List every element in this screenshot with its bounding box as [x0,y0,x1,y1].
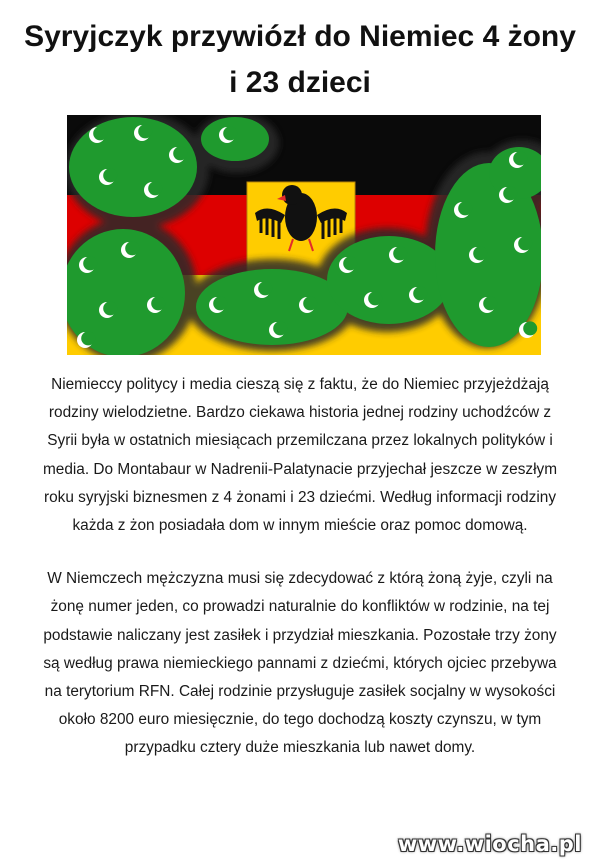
site-watermark: www.wiocha.pl [397,832,582,856]
headline-line-2: i 23 dzieci [229,66,371,99]
article-paragraph-1: Niemieccy politycy i media cieszą się z faktu, że do Niemiec przyjeżdżają rodziny wielodzietne. Bardzo ciekawa historia jednej rodziny uchodźców z Syrii była w ostatnich miesiącach przemilczana przez lokalnych polityków i media. Do Montabaur w Nadrenii-Palatynacie przyjechał jeszcze w zeszłym roku syryjski biznesmen z 4 żonami i 23 dziećmi. Według informacji rodziny każda z żon posiadała dom w innym mieście oraz pomoc domową. [42,376,558,535]
flag-image [67,115,541,355]
article-headline [0,14,600,106]
flag-illustration [67,115,541,355]
article-body [40,371,560,788]
headline-line-1: Syryjczyk przywiózł do Niemiec 4 żony [24,20,576,53]
article-paragraph-2: W Niemczech mężczyzna musi się zdecydować z którą żoną żyje, czyli na żonę numer jeden, co prowadzi naturalnie do konfliktów w rodzinie, na tej podstawie naliczany jest zasiłek i przydział mieszkania. Pozostałe trzy żony są według prawa niemieckiego pannami z dziećmi, których ojciec przebywa na terytorium RFN. Całej rodzinie przysługuje zasiłek socjalny w wysokości około 8200 euro miesięcznie, do tego dochodzą koszty czynszu, w tym przypadku cztery duże mieszkania lub nawet domy. [43,570,557,757]
